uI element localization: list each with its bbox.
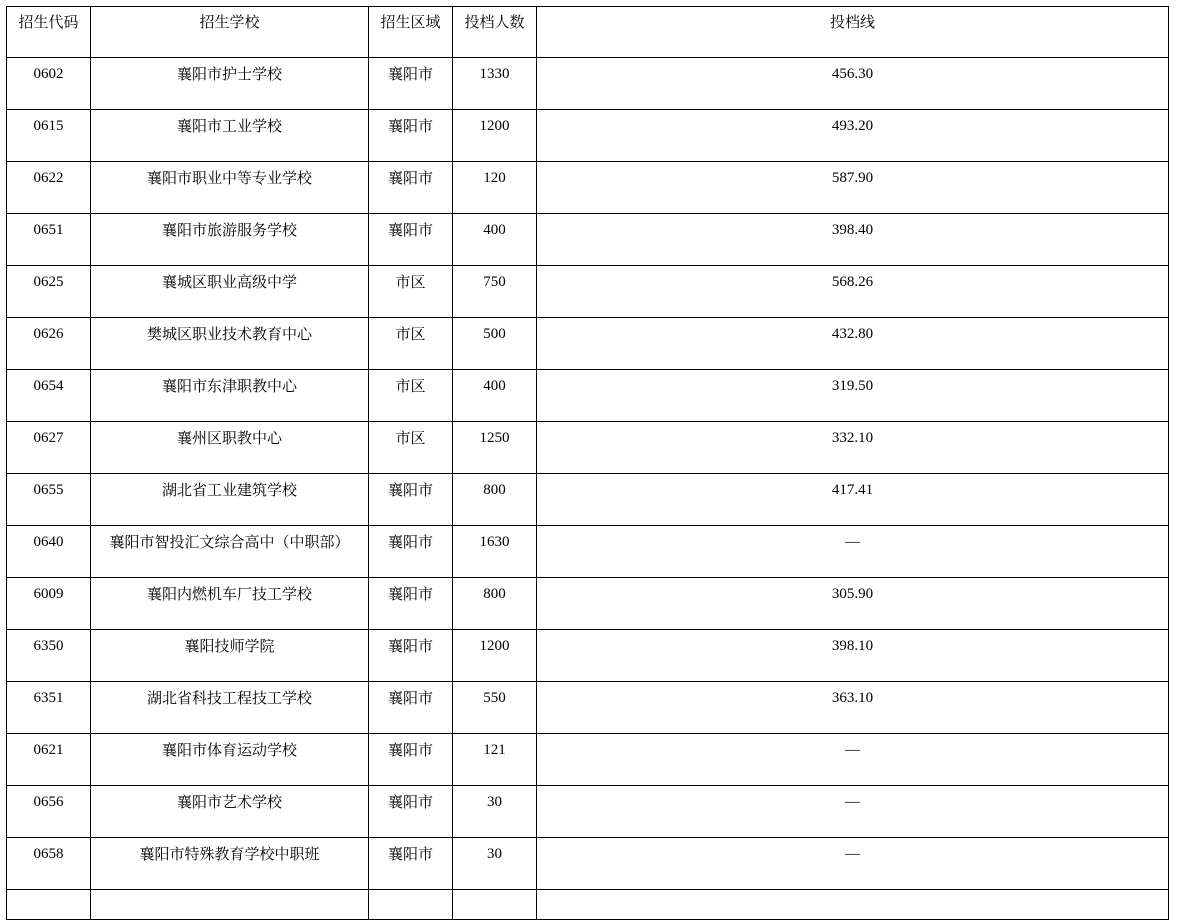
cell-count: 750 — [453, 266, 537, 318]
cell-school: 襄阳市旅游服务学校 — [91, 214, 369, 266]
table-row — [7, 526, 1169, 578]
table-row — [7, 58, 1169, 110]
cell-code: 0615 — [7, 110, 91, 162]
cell-area: 襄阳市 — [369, 786, 453, 838]
cell-line: 319.50 — [537, 370, 1169, 422]
cell-count: 1200 — [453, 630, 537, 682]
header-school: 招生学校 — [91, 7, 369, 58]
cell-area: 襄阳市 — [369, 734, 453, 786]
cell-area: 襄阳市 — [369, 162, 453, 214]
cell-area: 市区 — [369, 422, 453, 474]
admission-table — [6, 6, 1169, 920]
cell-code: 0626 — [7, 318, 91, 370]
cell-area: 襄阳市 — [369, 58, 453, 110]
cell-school: 湖北省科技工程技工学校 — [91, 682, 369, 734]
cell-count: 1200 — [453, 110, 537, 162]
cell-line: 456.30 — [537, 58, 1169, 110]
cell-school: 襄阳市艺术学校 — [91, 786, 369, 838]
cell-empty — [91, 890, 369, 920]
cell-count: 30 — [453, 838, 537, 890]
cell-line: — — [537, 734, 1169, 786]
cell-school: 襄阳市护士学校 — [91, 58, 369, 110]
cell-area: 襄阳市 — [369, 474, 453, 526]
cell-code: 6009 — [7, 578, 91, 630]
cell-count: 400 — [453, 214, 537, 266]
cell-count: 550 — [453, 682, 537, 734]
cell-school: 湖北省工业建筑学校 — [91, 474, 369, 526]
table-row — [7, 318, 1169, 370]
cell-count: 1250 — [453, 422, 537, 474]
cell-line: 587.90 — [537, 162, 1169, 214]
cell-line: — — [537, 786, 1169, 838]
table-row — [7, 578, 1169, 630]
cell-school: 襄阳市工业学校 — [91, 110, 369, 162]
cell-code: 0658 — [7, 838, 91, 890]
cell-line: 305.90 — [537, 578, 1169, 630]
table-row-partial — [7, 890, 1169, 920]
cell-school: 襄州区职教中心 — [91, 422, 369, 474]
cell-school: 襄阳市职业中等专业学校 — [91, 162, 369, 214]
table-row — [7, 838, 1169, 890]
header-count: 投档人数 — [453, 7, 537, 58]
cell-count: 121 — [453, 734, 537, 786]
cell-code: 0651 — [7, 214, 91, 266]
cell-area: 襄阳市 — [369, 214, 453, 266]
table-row — [7, 682, 1169, 734]
cell-line: 363.10 — [537, 682, 1169, 734]
cell-count: 800 — [453, 474, 537, 526]
cell-line: 398.10 — [537, 630, 1169, 682]
cell-code: 0655 — [7, 474, 91, 526]
cell-school: 樊城区职业技术教育中心 — [91, 318, 369, 370]
cell-area: 市区 — [369, 318, 453, 370]
cell-count: 500 — [453, 318, 537, 370]
cell-area: 襄阳市 — [369, 630, 453, 682]
cell-line: 432.80 — [537, 318, 1169, 370]
cell-line: 493.20 — [537, 110, 1169, 162]
cell-line: — — [537, 838, 1169, 890]
cell-line: 332.10 — [537, 422, 1169, 474]
cell-area: 市区 — [369, 266, 453, 318]
cell-count: 30 — [453, 786, 537, 838]
cell-school: 襄阳市智投汇文综合高中（中职部） — [91, 526, 369, 578]
cell-empty — [369, 890, 453, 920]
cell-empty — [7, 890, 91, 920]
cell-empty — [453, 890, 537, 920]
table-row — [7, 214, 1169, 266]
cell-count: 1330 — [453, 58, 537, 110]
cell-school: 襄城区职业高级中学 — [91, 266, 369, 318]
cell-count: 800 — [453, 578, 537, 630]
cell-count: 400 — [453, 370, 537, 422]
cell-school: 襄阳市东津职教中心 — [91, 370, 369, 422]
cell-count: 120 — [453, 162, 537, 214]
table-row — [7, 110, 1169, 162]
cell-code: 0625 — [7, 266, 91, 318]
cell-code: 0621 — [7, 734, 91, 786]
cell-line: 417.41 — [537, 474, 1169, 526]
header-code: 招生代码 — [7, 7, 91, 58]
cell-area: 襄阳市 — [369, 578, 453, 630]
table-row — [7, 734, 1169, 786]
cell-code: 0622 — [7, 162, 91, 214]
cell-code: 0640 — [7, 526, 91, 578]
table-header-row — [7, 7, 1169, 58]
table-row — [7, 422, 1169, 474]
table-row — [7, 162, 1169, 214]
cell-code: 0656 — [7, 786, 91, 838]
table-row — [7, 370, 1169, 422]
cell-school: 襄阳市特殊教育学校中职班 — [91, 838, 369, 890]
table-body — [7, 58, 1169, 920]
table-row — [7, 266, 1169, 318]
cell-area: 襄阳市 — [369, 838, 453, 890]
table-row — [7, 630, 1169, 682]
cell-line: 568.26 — [537, 266, 1169, 318]
cell-area: 襄阳市 — [369, 110, 453, 162]
cell-school: 襄阳市体育运动学校 — [91, 734, 369, 786]
cell-code: 0627 — [7, 422, 91, 474]
header-line: 投档线 — [537, 7, 1169, 58]
cell-code: 6350 — [7, 630, 91, 682]
cell-count: 1630 — [453, 526, 537, 578]
cell-area: 襄阳市 — [369, 682, 453, 734]
cell-code: 0602 — [7, 58, 91, 110]
cell-school: 襄阳内燃机车厂技工学校 — [91, 578, 369, 630]
cell-code: 6351 — [7, 682, 91, 734]
cell-area: 市区 — [369, 370, 453, 422]
table-row — [7, 786, 1169, 838]
table-row — [7, 474, 1169, 526]
cell-empty — [537, 890, 1169, 920]
cell-line: 398.40 — [537, 214, 1169, 266]
cell-area: 襄阳市 — [369, 526, 453, 578]
cell-code: 0654 — [7, 370, 91, 422]
cell-school: 襄阳技师学院 — [91, 630, 369, 682]
header-area: 招生区域 — [369, 7, 453, 58]
cell-line: — — [537, 526, 1169, 578]
